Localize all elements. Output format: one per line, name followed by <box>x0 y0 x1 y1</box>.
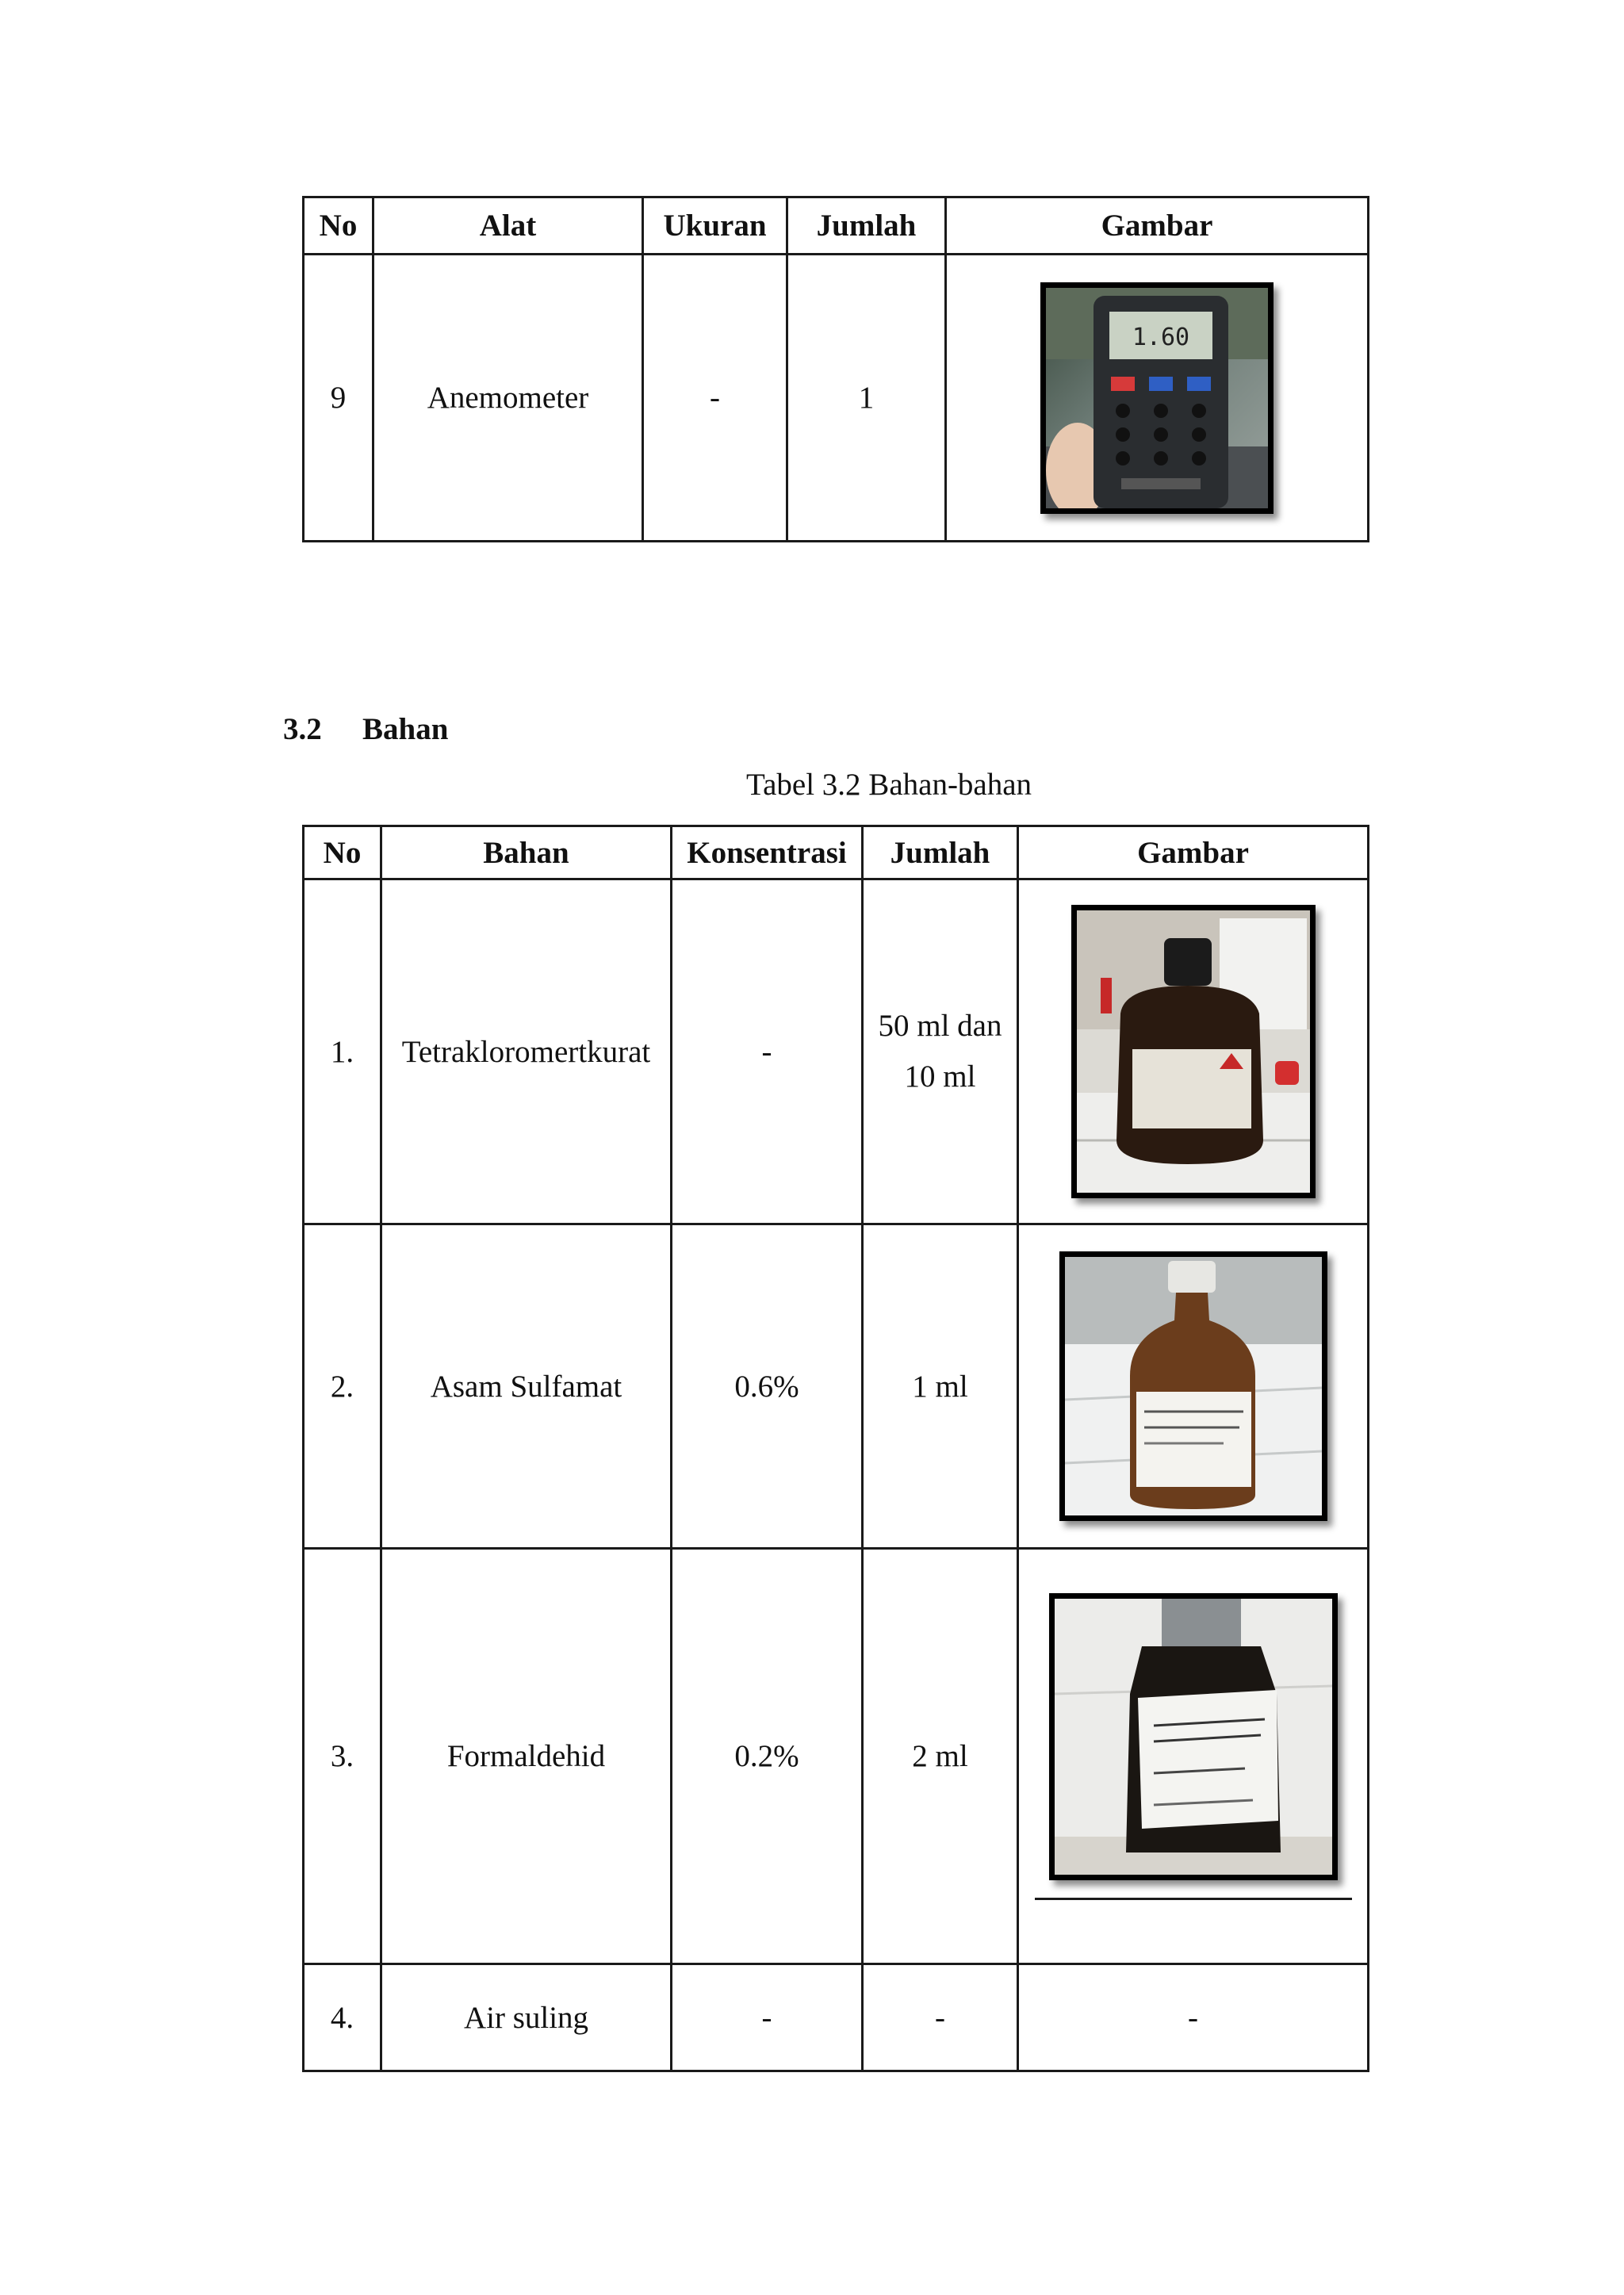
image-underline <box>1035 1898 1352 1900</box>
cell-konsentrasi: 0.2% <box>672 1549 863 1964</box>
cell-konsentrasi: - <box>672 879 863 1224</box>
cell-no: 9 <box>304 255 373 542</box>
bottle-photo <box>1049 1593 1338 1880</box>
amber-bottle-illustration <box>1065 1257 1322 1515</box>
header-konsentrasi: Konsentrasi <box>672 826 863 879</box>
cell-no: 2. <box>304 1224 381 1549</box>
cell-konsentrasi: 0.6% <box>672 1224 863 1549</box>
cell-ukuran: - <box>643 255 787 542</box>
cell-jumlah: 2 ml <box>863 1549 1018 1964</box>
jumlah-line2: 10 ml <box>904 1059 976 1094</box>
header-ukuran: Ukuran <box>643 197 787 255</box>
cell-no: 3. <box>304 1549 381 1964</box>
header-gambar: Gambar <box>946 197 1369 255</box>
cell-gambar <box>946 255 1369 542</box>
cell-gambar <box>1018 879 1369 1224</box>
cell-bahan: Asam Sulfamat <box>381 1224 672 1549</box>
table-row <box>304 1549 1369 1964</box>
cell-gambar <box>1018 1224 1369 1549</box>
cell-gambar <box>1018 1549 1369 1964</box>
table-row <box>304 1964 1369 2071</box>
header-jumlah: Jumlah <box>787 197 946 255</box>
display-reading: 1.60 <box>1132 323 1190 351</box>
cell-jumlah <box>863 879 1018 1224</box>
cell-jumlah: 1 <box>787 255 946 542</box>
section-title: Bahan <box>362 712 449 746</box>
bottle-photo <box>1071 905 1316 1198</box>
cell-jumlah: - <box>863 1964 1018 2071</box>
cell-no: 1. <box>304 879 381 1224</box>
anemometer-illustration <box>1046 288 1268 508</box>
bottle-photo <box>1059 1251 1327 1521</box>
cell-gambar: - <box>1018 1964 1369 2071</box>
cell-jumlah: 1 ml <box>863 1224 1018 1549</box>
cell-konsentrasi: - <box>672 1964 863 2071</box>
jumlah-line1: 50 ml dan <box>878 1009 1002 1043</box>
alat-table <box>302 196 1369 542</box>
header-alat: Alat <box>373 197 643 255</box>
bahan-table <box>302 825 1369 2072</box>
header-bahan: Bahan <box>381 826 672 879</box>
table-caption: Tabel 3.2 Bahan-bahan <box>746 768 1032 802</box>
header-gambar: Gambar <box>1018 826 1369 879</box>
cell-alat: Anemometer <box>373 255 643 542</box>
anemometer-photo <box>1040 282 1274 514</box>
cell-no: 4. <box>304 1964 381 2071</box>
cell-bahan: Tetrakloromertkurat <box>381 879 672 1224</box>
cell-bahan: Air suling <box>381 1964 672 2071</box>
header-no: No <box>304 197 373 255</box>
header-jumlah: Jumlah <box>863 826 1018 879</box>
cell-bahan: Formaldehid <box>381 1549 672 1964</box>
formaldehid-bottle-illustration <box>1055 1599 1332 1875</box>
header-no: No <box>304 826 381 879</box>
section-heading <box>283 711 448 747</box>
section-number: 3.2 <box>283 712 322 746</box>
table-row <box>304 1224 1369 1549</box>
table-row <box>304 879 1369 1224</box>
brown-bottle-illustration <box>1077 910 1310 1193</box>
table-row <box>304 255 1369 542</box>
